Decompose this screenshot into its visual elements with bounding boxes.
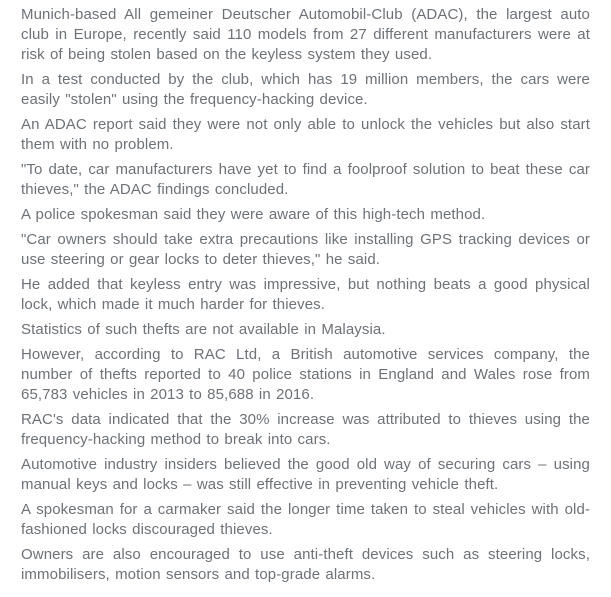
paragraph: A spokesman for a carmaker said the longer time taken to steal vehicles with old-fashioned locks discouraged thieves. (21, 501, 590, 538)
paragraph: In a test conducted by the club, which has 19 million members, the cars were easily "stolen" using the frequency-hacking device. (21, 71, 590, 108)
paragraph: RAC's data indicated that the 30% increase was attributed to thieves using the frequency-hacking method to break into cars. (21, 411, 590, 448)
paragraph: Statistics of such thefts are not available in Malaysia. (21, 321, 386, 338)
paragraph: An ADAC report said they were not only able to unlock the vehicles but also start them with no problem. (21, 116, 590, 153)
paragraph: A police spokesman said they were aware of this high-tech method. (21, 206, 486, 223)
paragraph: Owners are also encouraged to use anti-theft devices such as steering locks, immobilisers, motion sensors and top-grade alarms. (21, 546, 590, 583)
paragraph: However, according to RAC Ltd, a British automotive services company, the number of thefts reported to 40 police stations in England and Wales rose from 65,783 vehicles in 2013 to 85,688 in 2016. (21, 346, 590, 403)
paragraph: "Car owners should take extra precautions like installing GPS tracking devices or use steering or gear locks to deter thieves," he said. (21, 231, 590, 268)
paragraph: He added that keyless entry was impressive, but nothing beats a good physical lock, which made it much harder for thieves. (21, 276, 590, 313)
paragraph: Munich-based All gemeiner Deutscher Automobil-Club (ADAC), the largest auto club in Europe, recently said 110 models from 27 different manufacturers were at risk of being stolen based on the keyless system they used. (21, 6, 590, 63)
paragraph: "To date, car manufacturers have yet to find a foolproof solution to beat these car thieves," the ADAC findings concluded. (21, 161, 590, 198)
paragraph: Automotive industry insiders believed the good old way of securing cars – using manual keys and locks – was still effective in preventing vehicle theft. (21, 456, 590, 493)
